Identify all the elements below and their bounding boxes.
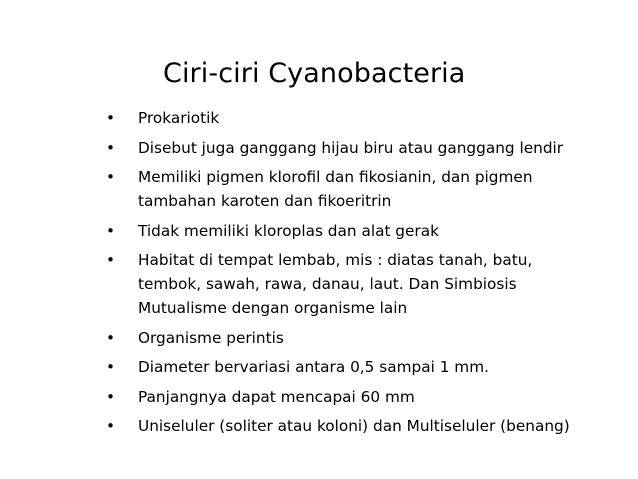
list-item (104, 326, 634, 350)
bullet-icon: • (106, 417, 116, 435)
list-item (104, 219, 634, 243)
list-item (104, 385, 634, 409)
bullet-icon: • (106, 251, 116, 269)
bullet-icon: • (106, 358, 116, 376)
list-item-text: Panjangnya dapat mencapai 60 mm (138, 387, 415, 406)
list-item-text: Diameter bervariasi antara 0,5 sampai 1 mm. (138, 358, 489, 376)
list-item-text: Prokariotik (138, 109, 220, 127)
bullet-icon: • (106, 168, 116, 186)
list-item-text: Memiliki pigmen klorofil dan fikosianin, dan pigmen (138, 168, 533, 186)
list-item-text: tembok, sawah, rawa, danau, laut. Dan Simbiosis (138, 275, 517, 293)
bullet-icon: • (106, 109, 116, 127)
bullet-icon: • (106, 387, 116, 406)
bullet-icon: • (106, 138, 116, 157)
list-item (104, 248, 634, 320)
slide-title: Ciri-ciri Cyanobacteria (163, 58, 466, 89)
list-item-text: tambahan karoten dan fikoeritrin (138, 192, 392, 210)
list-item (104, 355, 634, 379)
bullet-icon: • (106, 221, 116, 240)
list-item-text: Uniseluler (soliter atau koloni) dan Multiseluler (benang) (138, 417, 570, 435)
list-item (104, 414, 634, 438)
list-item-text: Mutualisme dengan organisme lain (138, 299, 408, 317)
bullet-icon: • (106, 328, 116, 347)
list-item-text: Tidak memiliki kloroplas dan alat gerak (138, 221, 439, 240)
bullet-list (104, 106, 634, 444)
list-item-text: Disebut juga ganggang hijau biru atau ganggang lendir (138, 138, 564, 157)
list-item (104, 165, 634, 213)
list-item-text: Organisme perintis (138, 328, 284, 347)
list-item (104, 106, 634, 130)
list-item (104, 136, 634, 160)
list-item-text: Habitat di tempat lembab, mis : diatas tanah, batu, (138, 251, 533, 269)
